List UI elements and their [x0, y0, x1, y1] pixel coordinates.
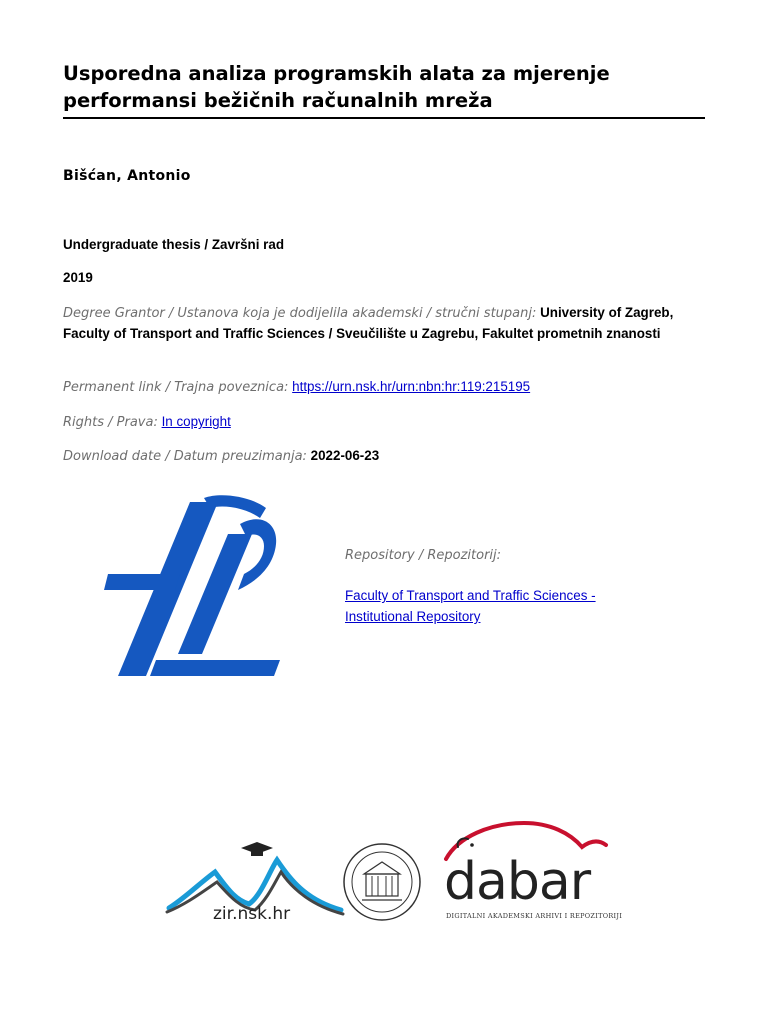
- download-date-value: 2022-06-23: [310, 448, 380, 463]
- permanent-link-label: Permanent link / Trajna poveznica:: [63, 380, 289, 395]
- download-date-row: [63, 446, 703, 467]
- thesis-type: Undergraduate thesis / Završni rad: [63, 237, 285, 252]
- permanent-link[interactable]: https://urn.nsk.hr/urn:nbn:hr:119:215195: [292, 379, 531, 394]
- download-date-label: Download date / Datum preuzimanja:: [63, 449, 307, 464]
- zir-logo-text: zir.nsk.hr: [213, 904, 291, 924]
- repository-link[interactable]: Faculty of Transport and Traffic Sciences - Institutional Repository: [345, 588, 596, 624]
- degree-grantor-row: [63, 303, 703, 344]
- dabar-logo-subtitle: DIGITALNI AKADEMSKI ARHIVI I REPOZITORIJI: [446, 912, 623, 920]
- repository-label: Repository / Repozitorij:: [345, 548, 502, 563]
- rights-row: [63, 412, 703, 433]
- permanent-link-row: [63, 377, 703, 398]
- degree-grantor-label: Degree Grantor / Ustanova koja je dodijelila akademski / stručni stupanj:: [63, 306, 537, 321]
- rights-label: Rights / Prava:: [63, 415, 158, 430]
- university-seal-icon: [342, 842, 422, 922]
- author-name: Bišćan, Antonio: [63, 168, 191, 184]
- year: 2019: [63, 270, 93, 285]
- document-title: Usporedna analiza programskih alata za mjerenje performansi bežičnih računalnih mreža: [63, 62, 610, 112]
- dabar-logo-text: dabar: [444, 852, 591, 912]
- title-divider: [63, 117, 705, 119]
- faculty-logo-icon: [100, 494, 285, 684]
- rights-link[interactable]: In copyright: [161, 414, 231, 429]
- degree-grantor-value: University of Zagreb, Faculty of Transport and Traffic Sciences / Sveučilište u Zagrebu, Fakultet prometnih znanosti: [63, 305, 674, 341]
